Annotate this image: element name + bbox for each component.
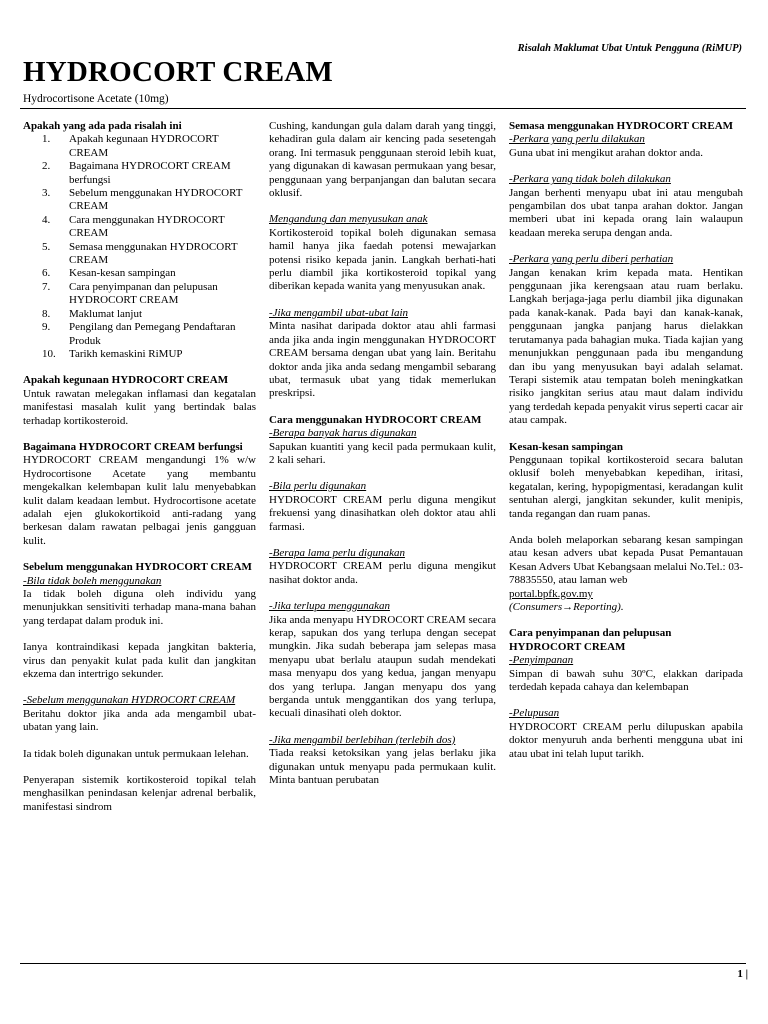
during-subheading: -Perkara yang perlu dilakukan [509, 133, 645, 146]
how-subheading: -Bila perlu digunakan [269, 480, 367, 493]
paragraph: Ianya kontraindikasi kepada jangkitan bakteria, virus dan penyakit kulat pada kulit dan jangkitan ekzema dan intertrigo sekunder. [23, 641, 256, 681]
storage-heading: Cara penyimpanan dan pelupusan HYDROCORT CREAM [509, 627, 672, 653]
how-subheading: -Berapa lama perlu digunakan [269, 546, 405, 559]
column-3 [509, 120, 743, 761]
paragraph: Penyerapan sistemik kortikosteroid topikal telah menghasilkan penindasan kelenjar adrenal berbalik, manifestasi sindrom [23, 774, 256, 813]
paragraph: Simpan di bawah suhu 30ºC, elakkan daripada terdedah kepada cahaya dan kelembapan [509, 667, 743, 694]
other-medicine-subheading: -Jika mengambil ubat-ubat lain [269, 306, 409, 319]
page-number: 1 | [737, 968, 748, 980]
paragraph: Cushing, kandungan gula dalam darah yang tinggi, kehadiran gula dalam air kencing pada sesetengah orang. Ini termasuk penggunaan steroid lebih kuat, yang digunakan di kawasan permukaan yang besar, penggunaan yang berpanjangan dan balutan secara oklusif. [269, 120, 496, 200]
column-1 [23, 120, 256, 814]
paragraph: Jangan berhenti menyapu ubat ini atau mengubah pengambilan dos ubat tanpa arahan doktor. Jangan memberi ubat ini kepada orang lain walaupun keadaan mereka serupa dengan anda. [509, 186, 743, 239]
before-heading: Sebelum menggunakan HYDROCORT CREAM [23, 561, 252, 574]
column-2 [269, 120, 496, 787]
side-effects-heading: Kesan-kesan sampingan [509, 440, 624, 453]
paragraph: Beritahu doktor jika anda ada mengambil ubat-ubatan yang lain. [23, 707, 256, 734]
function-text: HYDROCORT CREAM mengandungi 1% w/w Hydrocortisone Acetate yang membantu mengekalkan kelembapan kulit lalu menyebabkan kulit dalam keadaan lembut. Hydrocortisone acetate adalah ejen glukokortikoid anti-radang yang berkesan dalam rawatan pelbagai jenis gangguan kulit. [23, 454, 256, 547]
storage-subheading: -Penyimpanan [509, 654, 574, 667]
toc-item: 1. Apakah kegunaan HYDROCORT CREAM [42, 133, 219, 159]
portal-link[interactable]: portal.bpfk.gov.my [509, 587, 593, 600]
paragraph: Minta nasihat daripada doktor atau ahli farmasi anda jika anda ingin menggunakan HYDROCORT CREAM bersama dengan ubat yang lain. Beritahu doktor anda jika anda sedang mengambil sebarang ubat, termasuk ubat yang tidak memerlukan preskripsi. [269, 320, 496, 400]
toc-item: 3. Sebelum menggunakan HYDROCORT CREAM [42, 187, 243, 213]
paragraph: HYDROCORT CREAM perlu dilupuskan apabila doktor menyuruh anda berhenti mengguna ubat ini atau ubat ini telah luput tarikh. [509, 720, 743, 760]
paragraph: Jika anda menyapu HYDROCORT CREAM secara kerap, sapukan dos yang terlupa dengan secepat mungkin. Jika sudah beberapa jam selepas masa menyapu ubat berlalu ataupun sudah mendekati masa menyapu dos yang kedua, jangan menyapu dos yang terlupa. Jangan menyapu dos yang berganda untuk menggantikan dos yang terlupa, kecuali dinasihati oleh doktor. [269, 613, 496, 720]
toc-item: 5. Semasa menggunakan HYDROCORT CREAM [42, 240, 238, 267]
document-subtitle: Hydrocortisone Acetate (10mg) [23, 93, 169, 105]
before-subheading: -Bila tidak boleh menggunakan [23, 574, 162, 587]
during-subheading: -Perkara yang tidak boleh dilakukan [509, 173, 671, 186]
rimup-label: Risalah Maklumat Ubat Untuk Pengguna (RiMUP) [517, 43, 742, 54]
toc-item: 7. Cara penyimpanan dan pelupusan HYDROCORT CREAM [42, 280, 218, 307]
paragraph: Sapukan kuantiti yang kecil pada permukaan kulit, 2 kali sehari. [269, 440, 496, 466]
paragraph: Guna ubat ini mengikut arahan doktor anda. [509, 146, 703, 159]
paragraph: HYDROCORT CREAM perlu diguna mengikut nasihat doktor anda. [269, 560, 496, 586]
toc-item: 2. Bagaimana HYDROCORT CREAM berfungsi [42, 160, 231, 186]
paragraph: Kortikosteroid topikal boleh digunakan semasa hamil hanya jika faedah potensi mewajarkan potensi risiko kepada janin. Langkah berhati-hati perlu diambil jika kortikosteroid topikal yang diberikan kepada wanita yang menyusukan anak. [269, 226, 496, 293]
function-heading: Bagaimana HYDROCORT CREAM berfungsi [23, 440, 243, 453]
toc-item: 9. Pengilang dan Pemegang Pendaftaran Produk [42, 321, 236, 347]
before-subheading: -Sebelum menggunakan HYDROCORT CREAM [23, 694, 236, 707]
paragraph: Penggunaan topikal kortikosteroid secara balutan oklusif boleh menyebabkan kepedihan, iritasi, kegatalan, kering, hypopigmentasi, keradangan kulit sentuhan alergi, jangkitan sekunder, kulit menipis, tanda regangan dan ruam panas. [509, 453, 743, 520]
how-subheading: -Jika mengambil berlebihan (terlebih dos) [269, 733, 456, 746]
during-subheading: -Perkara yang perlu diberi perhatian [509, 253, 674, 266]
paragraph [509, 588, 743, 601]
bottom-divider [20, 963, 746, 964]
toc-heading: Apakah yang ada pada risalah ini [23, 120, 182, 132]
toc-item: 6. Kesan-kesan sampingan [42, 267, 176, 280]
how-subheading: -Jika terlupa menggunakan [269, 600, 390, 613]
top-divider [20, 108, 746, 109]
paragraph: Anda boleh melaporkan sebarang kesan sampingan atau kesan advers ubat kepada Pusat Pemantauan Kesan Advers Ubat Kebangsaan melalui No.Tel.: 03-78835550, atau laman web [509, 533, 743, 587]
paragraph: Jangan kenakan krim kepada mata. Hentikan penggunaan jika kerengsaan atau ruam berlaku. Langkah berjaga-jaga perlu diambil jika digunakan pada kanak-kanak. Pada bayi dan kanak-kanak, penggunaan jangka panjang harus dielakkan terutamanya pada bahagian muka. Tiada kajian yang menunjukkan penggunaan pada ibu mengandung dan ibu yang menyusukan bayi adalah selamat. Terapi sistemik atau tempatan boleh meningkatkan risiko jangkitan serius atau maut dalam individu yang terdedah kepada penyakit virus seperti cacar air atau campak. [509, 266, 743, 427]
paragraph: HYDROCORT CREAM perlu diguna mengikut frekuensi yang dinasihatkan oleh doktor atau ahli farmasi. [269, 493, 496, 533]
toc-item: 8. Maklumat lanjut [42, 307, 143, 320]
usage-heading: Apakah kegunaan HYDROCORT CREAM [23, 374, 229, 387]
how-subheading: -Berapa banyak harus digunakan [269, 427, 417, 440]
reporting-reference: (Consumers→Reporting). [509, 601, 624, 613]
paragraph: Ia tidak boleh digunakan untuk permukaan lelehan. [23, 747, 249, 760]
during-use-heading: Semasa menggunakan HYDROCORT CREAM [509, 120, 734, 132]
how-to-use-heading: Cara menggunakan HYDROCORT CREAM [269, 413, 482, 426]
pregnancy-subheading: Mengandung dan menyusukan anak [269, 213, 428, 226]
paragraph: Ia tidak boleh diguna oleh individu yang menunjukkan sensitiviti terhadap mana-mana bahan yang terdapat dalam produk ini. [23, 588, 256, 627]
document-title: HYDROCORT CREAM [23, 56, 333, 88]
toc-item: 10. Tarikh kemaskini RiMUP [42, 347, 183, 360]
toc-list [23, 133, 256, 361]
storage-subheading: -Pelupusan [509, 707, 560, 720]
toc-item: 4. Cara menggunakan HYDROCORT CREAM [42, 213, 225, 240]
paragraph: Tiada reaksi ketoksikan yang jelas berlaku jika digunakan untuk menyapu pada permukaan kulit. Minta bantuan perubatan [269, 747, 496, 787]
usage-text: Untuk rawatan melegakan inflamasi dan kegatalan manifestasi masalah kulit yang bertindak balas terhadap kortikosteroid. [23, 387, 256, 427]
